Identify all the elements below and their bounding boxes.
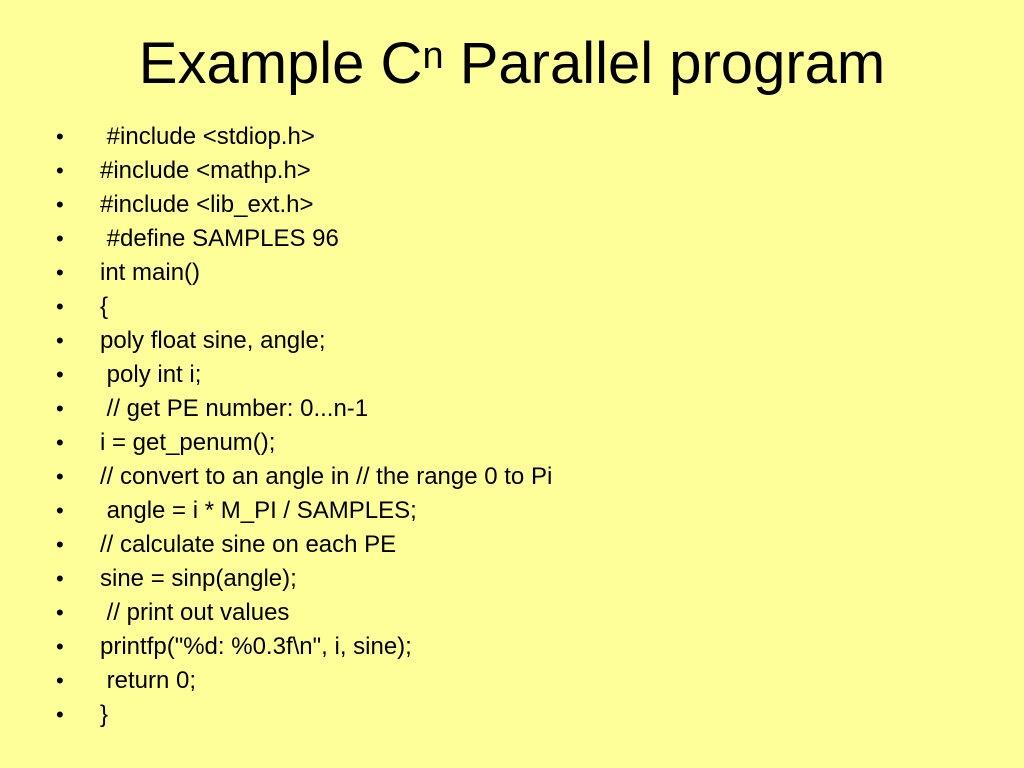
code-line-text: #include <mathp.h> — [100, 157, 311, 184]
bullet-icon: • — [56, 702, 64, 727]
bullet-icon: • — [56, 634, 64, 659]
code-line-item — [56, 494, 552, 528]
code-line-text: // print out values — [100, 599, 290, 626]
code-line-text: return 0; — [100, 667, 197, 694]
slide-title — [0, 28, 1024, 100]
bullet-icon: • — [56, 260, 64, 285]
code-line-text: { — [100, 293, 109, 320]
code-line-item — [56, 426, 552, 460]
code-line-text: #define SAMPLES 96 — [100, 225, 339, 252]
code-line-item — [56, 290, 552, 324]
code-line-text: } — [100, 701, 109, 728]
code-line-item — [56, 698, 552, 732]
bullet-icon: • — [56, 566, 64, 591]
bullet-icon: • — [56, 430, 64, 455]
code-line-text: i = get_penum(); — [100, 429, 276, 456]
code-line-item — [56, 596, 552, 630]
bullet-icon: • — [56, 396, 64, 421]
bullet-icon: • — [56, 124, 64, 149]
code-line-text: #include <lib_ext.h> — [100, 191, 314, 218]
code-line-text: // calculate sine on each PE — [100, 531, 397, 558]
code-line-item — [56, 630, 552, 664]
code-line-text: // convert to an angle in // the range 0 to Pi — [100, 463, 553, 490]
bullet-icon: • — [56, 192, 64, 217]
bullet-icon: • — [56, 668, 64, 693]
bullet-icon: • — [56, 362, 64, 387]
bullet-icon: • — [56, 158, 64, 183]
code-line-item — [56, 188, 552, 222]
code-line-item — [56, 460, 552, 494]
bullet-icon: • — [56, 464, 64, 489]
title-text-before: Example C — [138, 31, 423, 96]
code-line-text: // get PE number: 0...n-1 — [100, 395, 369, 422]
code-line-item — [56, 562, 552, 596]
code-line-item — [56, 392, 552, 426]
code-line-text: angle = i * M_PI / SAMPLES; — [100, 497, 417, 524]
bullet-icon: • — [56, 532, 64, 557]
code-line-text: poly int i; — [100, 361, 202, 388]
code-line-item — [56, 358, 552, 392]
code-line-text: sine = sinp(angle); — [100, 565, 297, 592]
code-line-text: poly float sine, angle; — [100, 327, 326, 354]
bullet-icon: • — [56, 226, 64, 251]
code-line-item — [56, 154, 552, 188]
code-bullet-list — [56, 120, 552, 732]
code-line-text: printfp("%d: %0.3f\n", i, sine); — [100, 633, 412, 660]
code-line-text: int main() — [100, 259, 201, 286]
bullet-icon: • — [56, 498, 64, 523]
title-text-after: Parallel program — [443, 31, 886, 96]
code-line-item — [56, 528, 552, 562]
code-line-item — [56, 120, 552, 154]
code-line-item — [56, 256, 552, 290]
code-line-item — [56, 324, 552, 358]
code-line-text: #include <stdiop.h> — [100, 123, 315, 150]
code-line-item — [56, 222, 552, 256]
code-line-item — [56, 664, 552, 698]
bullet-icon: • — [56, 328, 64, 353]
bullet-icon: • — [56, 600, 64, 625]
title-superscript: n — [422, 35, 444, 77]
bullet-icon: • — [56, 294, 64, 319]
